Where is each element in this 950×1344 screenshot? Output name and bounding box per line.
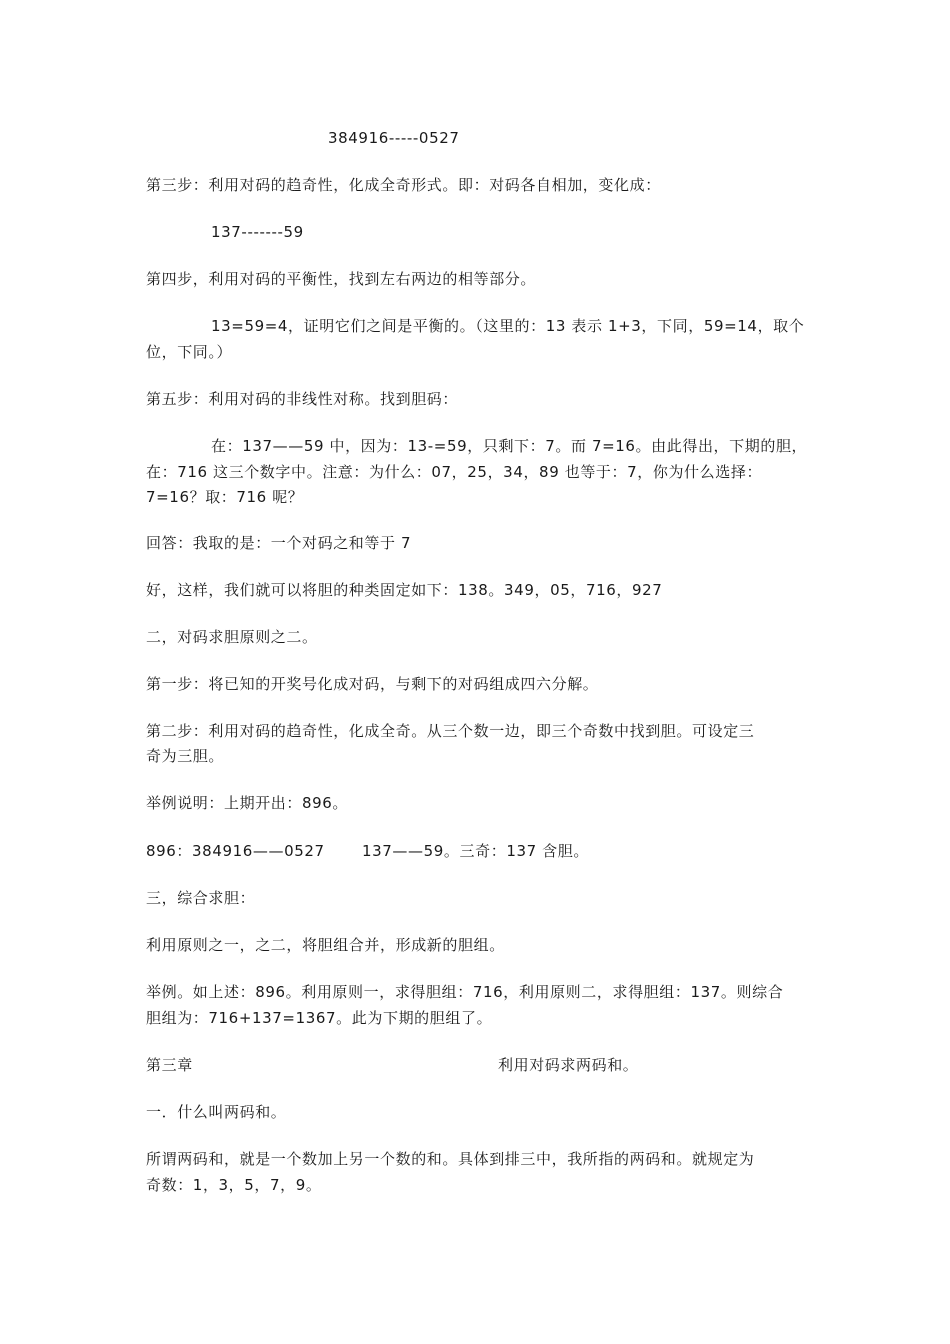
text-line: 896：384916——0527: [146, 842, 325, 860]
text-line: 137-------59: [211, 223, 304, 241]
text-line: 胆组为：716+137=1367。此为下期的胆组了。: [146, 1009, 493, 1027]
text-line: 奇为三胆。: [146, 747, 225, 765]
text-line: 三，综合求胆：: [146, 889, 256, 907]
text-line: 在：716 这三个数字中。注意：为什么：07，25，34，89 也等于：7，你为什么选择：: [146, 463, 763, 481]
text-line: 第五步：利用对码的非线性对称。找到胆码：: [146, 390, 459, 408]
text-line: 举例。如上述：896。利用原则一，求得胆组：716，利用原则二，求得胆组：137。则综合: [146, 983, 784, 1001]
text-line: 二，对码求胆原则之二。: [146, 628, 318, 646]
text-line: 在：137——59 中，因为：13-=59，只剩下：7。而 7=16。由此得出，下期的胆，: [211, 437, 808, 455]
text-line: 第二步：利用对码的趋奇性，化成全奇。从三个数一边，即三个奇数中找到胆。可设定三: [146, 722, 755, 740]
text-line: 好，这样，我们就可以将胆的种类固定如下：138。349，05，716，927: [146, 581, 663, 599]
chapter-label: 第三章: [146, 1056, 193, 1074]
text-line: 第四步，利用对码的平衡性，找到左右两边的相等部分。: [146, 270, 537, 288]
text-line: 所谓两码和，就是一个数加上另一个数的和。具体到排三中，我所指的两码和。就规定为: [146, 1150, 755, 1168]
text-line: 利用原则之一，之二，将胆组合并，形成新的胆组。: [146, 936, 505, 954]
text-line: 13=59=4，证明它们之间是平衡的。（这里的：13 表示 1+3，下同，59=14，取个: [211, 317, 805, 335]
text-line: 137——59。三奇：137 含胆。: [362, 842, 589, 860]
text-line: 一．什么叫两码和。: [146, 1103, 287, 1121]
text-line: 7=16？取：716 呢？: [146, 488, 304, 506]
text-line: 奇数：1，3，5，7，9。: [146, 1176, 322, 1194]
text-line: 384916-----0527: [328, 129, 460, 147]
text-line: 第三步：利用对码的趋奇性，化成全奇形式。即：对码各自相加，变化成：: [146, 176, 661, 194]
text-line: 举例说明：上期开出：896。: [146, 794, 349, 812]
chapter-title: 利用对码求两码和。: [498, 1056, 639, 1074]
text-line: 第一步：将已知的开奖号化成对码，与剩下的对码组成四六分解。: [146, 675, 599, 693]
text-line: 回答：我取的是：一个对码之和等于 7: [146, 534, 412, 552]
text-line: 位，下同。）: [146, 343, 233, 361]
